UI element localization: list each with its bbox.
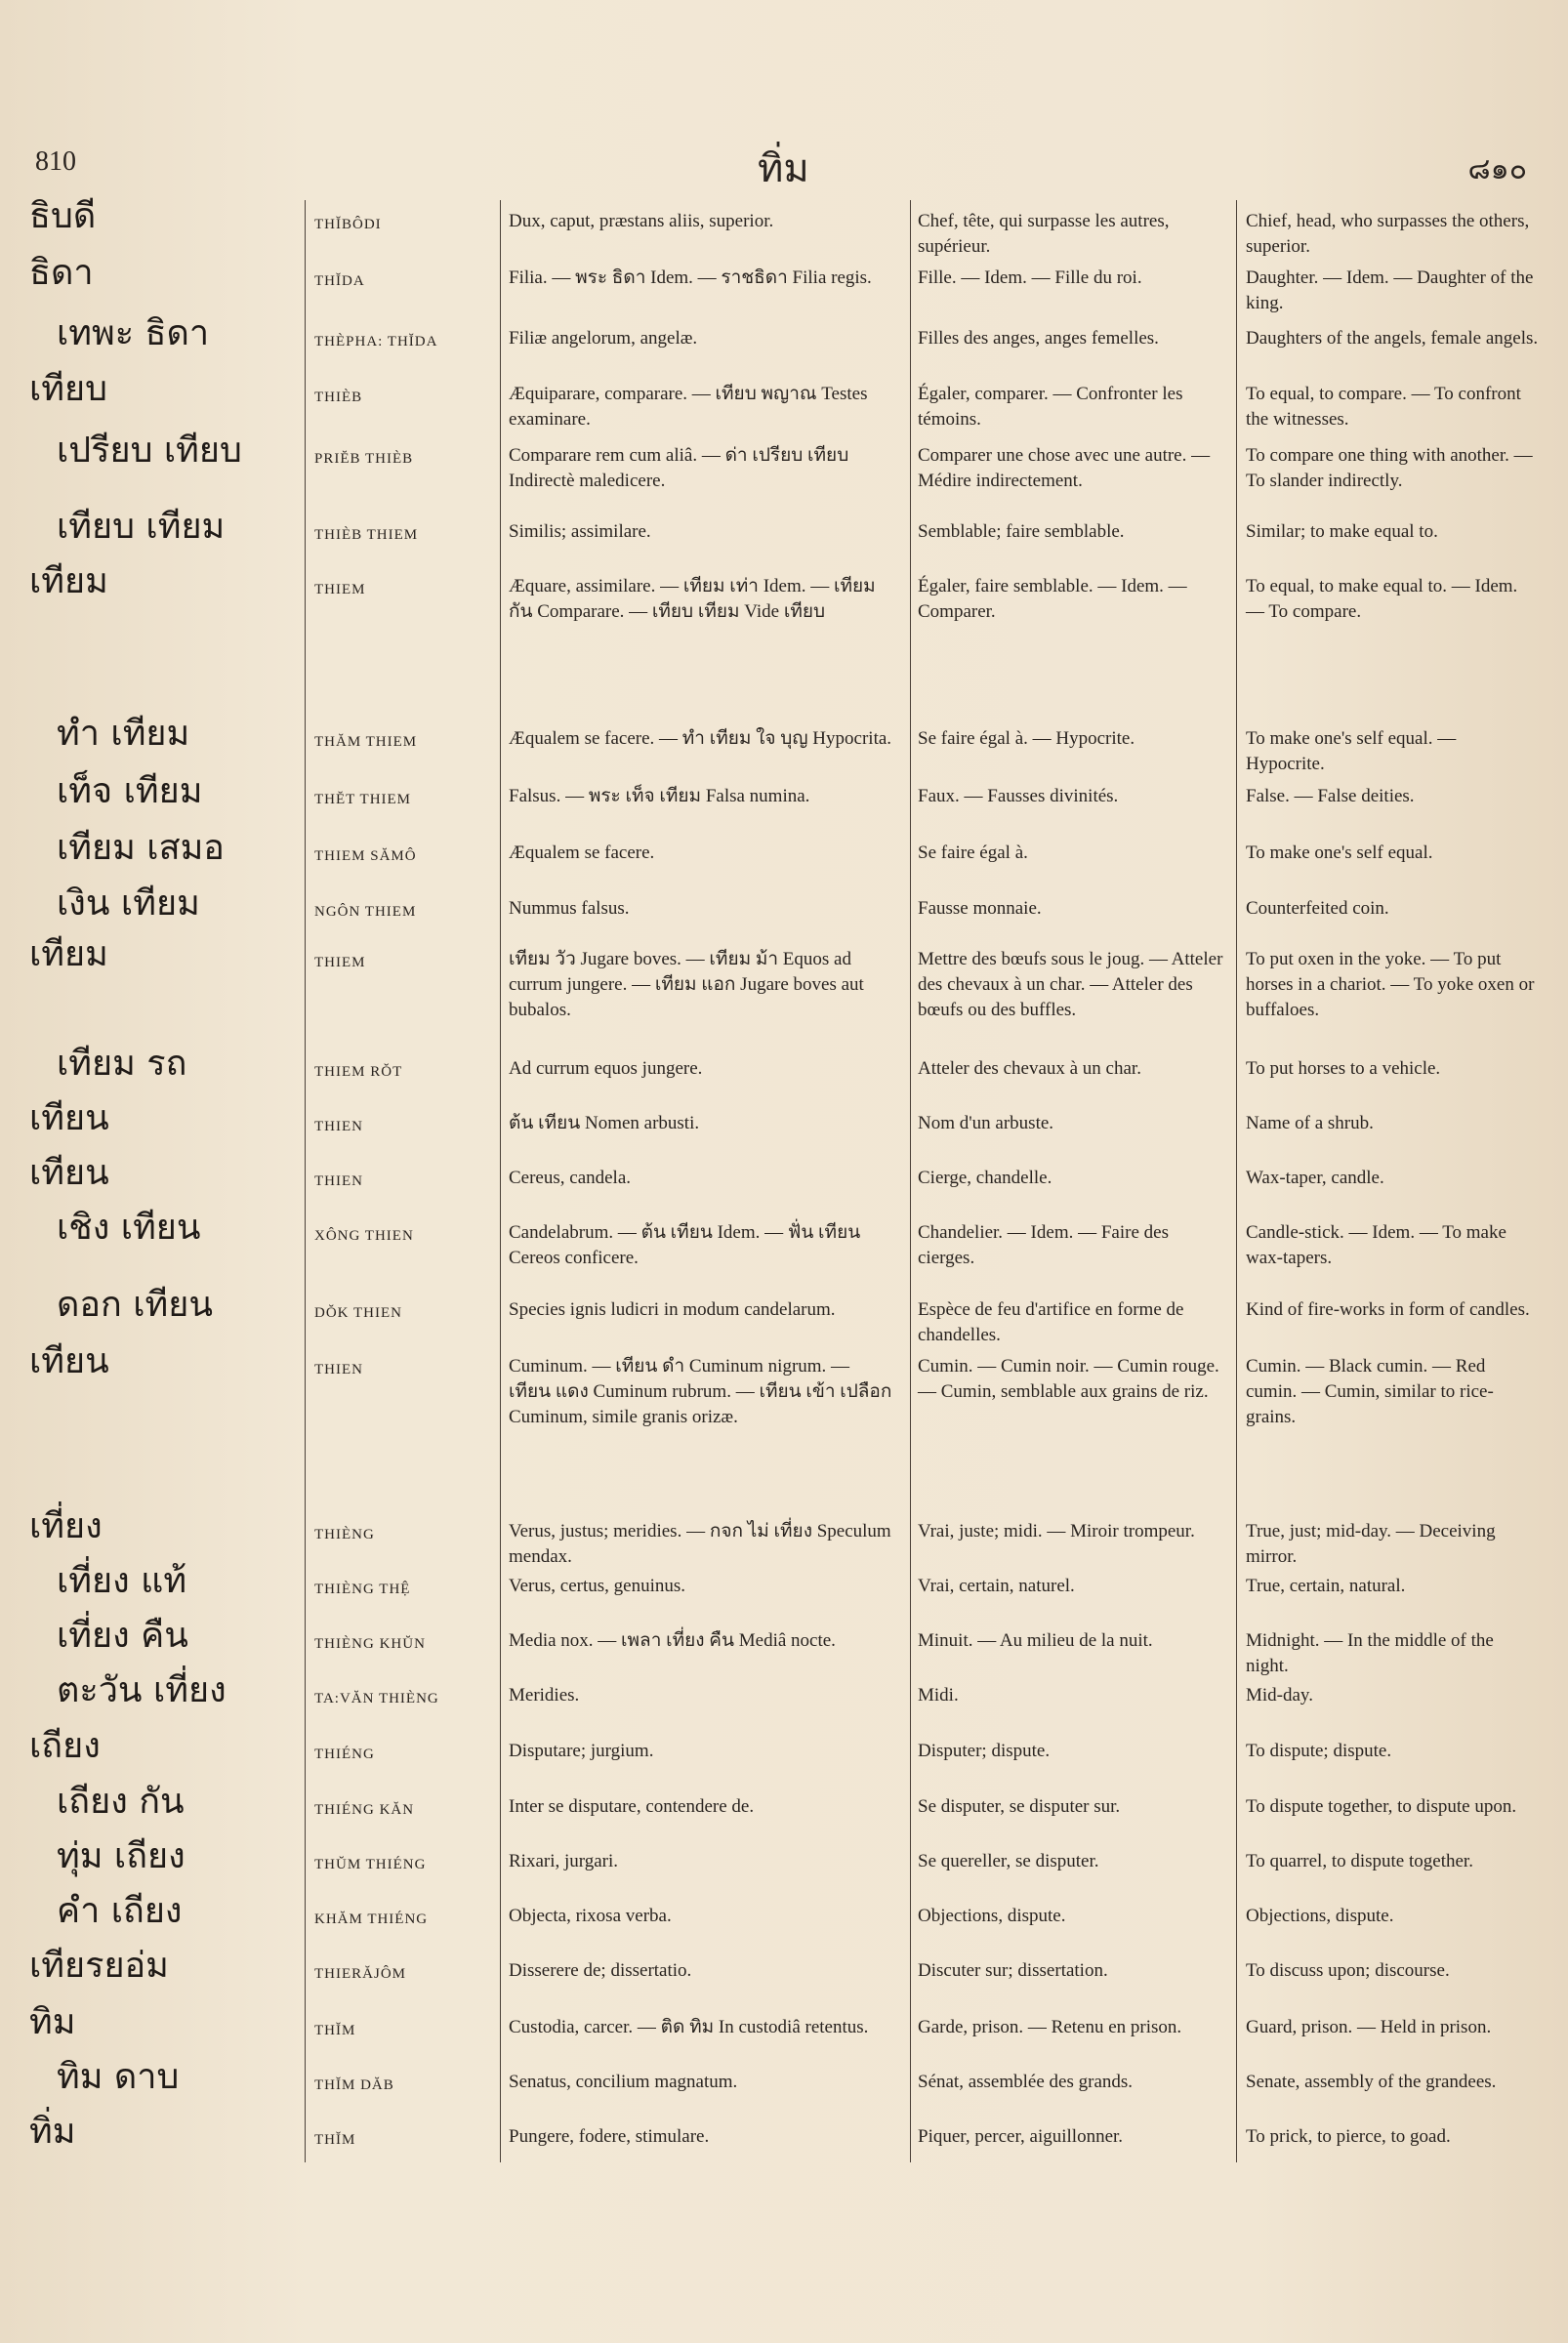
- french-definition: Espèce de feu d'artifice en forme de chandelles.: [918, 1299, 1184, 1345]
- romanization: THIÉNG: [314, 1747, 375, 1762]
- romanization: THIEM SĂMÔ: [314, 848, 417, 864]
- latin-definition: ต้น เทียน Nomen arbusti.: [509, 1113, 700, 1133]
- english-definition: Midnight. — In the middle of the night.: [1246, 1630, 1494, 1676]
- french-definition: Mettre des bœufs sous le joug. — Atteler des chevaux à un char. — Atteler des bœufs ou des buffles.: [918, 949, 1223, 1020]
- english-definition: Counterfeited coin.: [1246, 898, 1389, 919]
- english-definition: To dispute together, to dispute upon.: [1246, 1796, 1517, 1817]
- page-header: [0, 137, 1568, 195]
- french-definition: Disputer; dispute.: [918, 1741, 1051, 1761]
- latin-definition: Æqualem se facere.: [509, 843, 655, 863]
- french-definition: Faux. — Fausses divinités.: [918, 786, 1119, 806]
- english-definition: Senate, assembly of the grandees.: [1246, 2072, 1497, 2092]
- romanization: THIEM: [314, 955, 366, 970]
- latin-definition: Æqualem se facere. — ทำ เทียม ใจ บุญ Hypocrita.: [509, 728, 892, 749]
- latin-definition: Cereus, candela.: [509, 1168, 632, 1188]
- headword-thai: ทิม: [29, 2002, 76, 2042]
- romanization: THIERĂJÔM: [314, 1966, 406, 1982]
- page-number: 810: [35, 146, 76, 177]
- headword-thai: คำ เถียง: [57, 1891, 183, 1931]
- headword-thai: เทพะ ธิดา: [57, 313, 210, 353]
- latin-definition: Senatus, concilium magnatum.: [509, 2072, 738, 2092]
- headword-thai: เท็จ เทียม: [57, 771, 203, 811]
- english-definition: To equal, to compare. — To confront the witnesses.: [1246, 384, 1521, 430]
- romanization: THIEN: [314, 1119, 363, 1134]
- french-definition: Se disputer, se disputer sur.: [918, 1796, 1121, 1817]
- headword-thai: เทียบ: [29, 369, 107, 409]
- french-definition: Cierge, chandelle.: [918, 1168, 1052, 1188]
- french-definition: Nom d'un arbuste.: [918, 1113, 1054, 1133]
- latin-definition: Verus, certus, genuinus.: [509, 1576, 685, 1596]
- headword-thai: เทียรยอ่ม: [29, 1946, 169, 1986]
- latin-definition: Candelabrum. — ต้น เทียน Idem. — ฟั่น เทียน Cereos conficere.: [509, 1222, 861, 1268]
- english-definition: Daughters of the angels, female angels.: [1246, 328, 1539, 349]
- latin-definition: Dux, caput, præstans aliis, superior.: [509, 211, 774, 231]
- english-definition: To put oxen in the yoke. — To put horses in a chariot. — To yoke oxen or buffaloes.: [1246, 949, 1535, 1020]
- english-definition: True, certain, natural.: [1246, 1576, 1406, 1596]
- romanization: THĬBÔDI: [314, 217, 382, 232]
- french-definition: Fausse monnaie.: [918, 898, 1042, 919]
- latin-definition: Cuminum. — เทียน ดำ Cuminum nigrum. — เทียน แดง Cuminum rubrum. — เทียน เข้า เปลือก Cuminum, simile granis orizæ.: [509, 1356, 892, 1427]
- french-definition: Comparer une chose avec une autre. — Médire indirectement.: [918, 445, 1211, 491]
- latin-definition: Meridies.: [509, 1685, 580, 1706]
- latin-definition: Falsus. — พระ เท็จ เทียม Falsa numina.: [509, 786, 810, 806]
- french-definition: Garde, prison. — Retenu en prison.: [918, 2017, 1182, 2037]
- romanization: THĬM: [314, 2132, 356, 2148]
- french-definition: Se faire égal à. — Hypocrite.: [918, 728, 1135, 749]
- french-definition: Chef, tête, qui surpasse les autres, supérieur.: [918, 211, 1170, 257]
- latin-definition: Pungere, fodere, stimulare.: [509, 2126, 710, 2147]
- french-definition: Se quereller, se disputer.: [918, 1851, 1099, 1871]
- latin-definition: Objecta, rixosa verba.: [509, 1906, 672, 1926]
- french-definition: Minuit. — Au milieu de la nuit.: [918, 1630, 1153, 1651]
- headword-thai: เทียบ เทียม: [57, 507, 226, 547]
- romanization: XÔNG THIEN: [314, 1228, 414, 1244]
- headword-thai: เถียง กัน: [57, 1782, 185, 1822]
- column-divider: [305, 200, 306, 2162]
- english-definition: To make one's self equal.: [1246, 843, 1433, 863]
- english-definition: To prick, to pierce, to goad.: [1246, 2126, 1451, 2147]
- french-definition: Fille. — Idem. — Fille du roi.: [918, 267, 1142, 288]
- english-definition: Objections, dispute.: [1246, 1906, 1394, 1926]
- romanization: THIEN: [314, 1173, 363, 1189]
- headword-thai: เที่ยง แท้: [57, 1561, 187, 1601]
- headword-thai: เทียม เสมอ: [57, 828, 225, 868]
- french-definition: Discuter sur; dissertation.: [918, 1960, 1108, 1981]
- romanization: THĔT THIEM: [314, 792, 412, 807]
- romanization: THIEM RŎT: [314, 1064, 403, 1080]
- french-definition: Piquer, percer, aiguillonner.: [918, 2126, 1124, 2147]
- french-definition: Objections, dispute.: [918, 1906, 1066, 1926]
- english-definition: Candle-stick. — Idem. — To make wax-tapers.: [1246, 1222, 1506, 1268]
- english-definition: To quarrel, to dispute together.: [1246, 1851, 1473, 1871]
- romanization: THIÈB: [314, 390, 363, 405]
- latin-definition: Rixari, jurgari.: [509, 1851, 619, 1871]
- french-definition: Sénat, assemblée des grands.: [918, 2072, 1134, 2092]
- headword-thai: ดอก เทียน: [57, 1285, 213, 1325]
- english-definition: Cumin. — Black cumin. — Red cumin. — Cumin, similar to rice-grains.: [1246, 1356, 1494, 1427]
- latin-definition: Disputare; jurgium.: [509, 1741, 654, 1761]
- english-definition: Name of a shrub.: [1246, 1113, 1374, 1133]
- romanization: THĬDA: [314, 273, 365, 289]
- latin-definition: Species ignis ludicri in modum candelarum.: [509, 1299, 836, 1320]
- english-definition: To discuss upon; discourse.: [1246, 1960, 1450, 1981]
- latin-definition: Filia. — พระ ธิดา Idem. — ราชธิดา Filia regis.: [509, 267, 872, 288]
- romanization: THŬM THIÉNG: [314, 1857, 427, 1872]
- headword-thai: ทุ่ม เถียง: [57, 1836, 186, 1876]
- english-definition: To compare one thing with another. — To slander indirectly.: [1246, 445, 1533, 491]
- latin-definition: Ad currum equos jungere.: [509, 1058, 703, 1079]
- french-definition: Atteler des chevaux à un char.: [918, 1058, 1141, 1079]
- headword-thai: ทิ่ม: [29, 2112, 76, 2152]
- french-definition: Semblable; faire semblable.: [918, 521, 1125, 542]
- column-divider: [1236, 200, 1237, 2162]
- english-definition: To dispute; dispute.: [1246, 1741, 1392, 1761]
- headword-thai: เชิง เทียน: [57, 1208, 201, 1248]
- english-definition: Kind of fire-works in form of candles.: [1246, 1299, 1530, 1320]
- column-divider: [910, 200, 911, 2162]
- headword-thai: เทียม: [29, 934, 108, 974]
- romanization: THIÉNG KĂN: [314, 1802, 415, 1818]
- english-definition: To put horses to a vehicle.: [1246, 1058, 1441, 1079]
- romanization: THIÈNG THỆ: [314, 1582, 411, 1597]
- latin-definition: Similis; assimilare.: [509, 521, 651, 542]
- headword-thai: ธิดา: [29, 253, 94, 293]
- headword-thai: เที่ยง คืน: [57, 1616, 188, 1656]
- english-definition: Chief, head, who surpasses the others, superior.: [1246, 211, 1530, 257]
- headword-thai: เทียน: [29, 1153, 109, 1193]
- latin-definition: Æquiparare, comparare. — เทียบ พญาณ Testes examinare.: [509, 384, 868, 430]
- french-definition: Midi.: [918, 1685, 959, 1706]
- romanization: DŎK THIEN: [314, 1305, 402, 1321]
- romanization: THĂM THIEM: [314, 734, 418, 750]
- latin-definition: Æquare, assimilare. — เทียม เท่า Idem. — เทียม กัน Comparare. — เทียบ เทียม Vide เทียบ: [509, 576, 876, 622]
- romanization: TA:VĂN THIÈNG: [314, 1691, 439, 1706]
- english-definition: Similar; to make equal to.: [1246, 521, 1438, 542]
- french-definition: Vrai, juste; midi. — Miroir trompeur.: [918, 1521, 1195, 1541]
- english-definition: To equal, to make equal to. — Idem. — To compare.: [1246, 576, 1518, 622]
- romanization: PRIĔB THIÈB: [314, 451, 414, 467]
- english-definition: Guard, prison. — Held in prison.: [1246, 2017, 1492, 2037]
- romanization: THIÈB THIEM: [314, 527, 419, 543]
- french-definition: Cumin. — Cumin noir. — Cumin rouge. — Cumin, semblable aux grains de riz.: [918, 1356, 1219, 1402]
- latin-definition: Verus, justus; meridies. — กจก ไม่ เที่ยง Speculum mendax.: [509, 1521, 891, 1567]
- romanization: THIEN: [314, 1362, 363, 1377]
- english-definition: Mid-day.: [1246, 1685, 1313, 1706]
- latin-definition: Media nox. — เพลา เที่ยง คืน Mediâ nocte.: [509, 1630, 836, 1651]
- romanization: THĬM: [314, 2023, 356, 2038]
- headword-thai: ตะวัน เที่ยง: [57, 1670, 227, 1710]
- headword-thai: เทียม รถ: [57, 1044, 187, 1084]
- headword-thai: ธิบดี: [29, 196, 97, 236]
- english-definition: Daughter. — Idem. — Daughter of the king.: [1246, 267, 1534, 313]
- romanization: THIÈNG KHŬN: [314, 1636, 426, 1652]
- romanization: NGÔN THIEM: [314, 904, 417, 920]
- latin-definition: Nummus falsus.: [509, 898, 630, 919]
- headword-thai: ทำ เทียม: [57, 714, 190, 754]
- headword-thai: เทียน: [29, 1341, 109, 1381]
- english-definition: False. — False deities.: [1246, 786, 1415, 806]
- latin-definition: Comparare rem cum aliâ. — ด่า เปรียบ เทียบ Indirectè maledicere.: [509, 445, 849, 491]
- latin-definition: Inter se disputare, contendere de.: [509, 1796, 755, 1817]
- latin-definition: เทียม วัว Jugare boves. — เทียม ม้า Equos ad currum jungere. — เทียม แอก Jugare boves aut bubalos.: [509, 949, 864, 1020]
- english-definition: Wax-taper, candle.: [1246, 1168, 1384, 1188]
- french-definition: Chandelier. — Idem. — Faire des cierges.: [918, 1222, 1169, 1268]
- romanization: THĬM DĂB: [314, 2077, 394, 2093]
- latin-definition: Filiæ angelorum, angelæ.: [509, 328, 698, 349]
- english-definition: To make one's self equal. — Hypocrite.: [1246, 728, 1457, 774]
- romanization: THIEM: [314, 582, 366, 597]
- headword-thai: เงิน เทียม: [57, 884, 200, 924]
- french-definition: Vrai, certain, naturel.: [918, 1576, 1075, 1596]
- french-definition: Filles des anges, anges femelles.: [918, 328, 1159, 349]
- headword-thai: เถียง: [29, 1726, 101, 1766]
- headword-thai: เทียน: [29, 1098, 109, 1138]
- romanization: THIÈNG: [314, 1527, 375, 1542]
- headword-thai: เที่ยง: [29, 1506, 103, 1546]
- romanization: THÈPHA: THĬDA: [314, 334, 438, 349]
- headword-thai: เปรียบ เทียบ: [57, 431, 242, 471]
- french-definition: Se faire égal à.: [918, 843, 1028, 863]
- romanization: KHĂM THIÉNG: [314, 1911, 429, 1927]
- headword-thai: ทิม ดาบ: [57, 2057, 180, 2097]
- page-number-thai: ๘๑๐: [1467, 153, 1527, 185]
- french-definition: Égaler, comparer. — Confronter les témoins.: [918, 384, 1183, 430]
- latin-definition: Custodia, carcer. — ติด ทิม In custodiâ retentus.: [509, 2017, 869, 2037]
- english-definition: True, just; mid-day. — Deceiving mirror.: [1246, 1521, 1496, 1567]
- column-divider: [500, 200, 501, 2162]
- french-definition: Égaler, faire semblable. — Idem. — Comparer.: [918, 576, 1187, 622]
- headword-thai: เทียม: [29, 561, 108, 601]
- running-head: ทิ่ม: [758, 146, 809, 190]
- latin-definition: Disserere de; dissertatio.: [509, 1960, 692, 1981]
